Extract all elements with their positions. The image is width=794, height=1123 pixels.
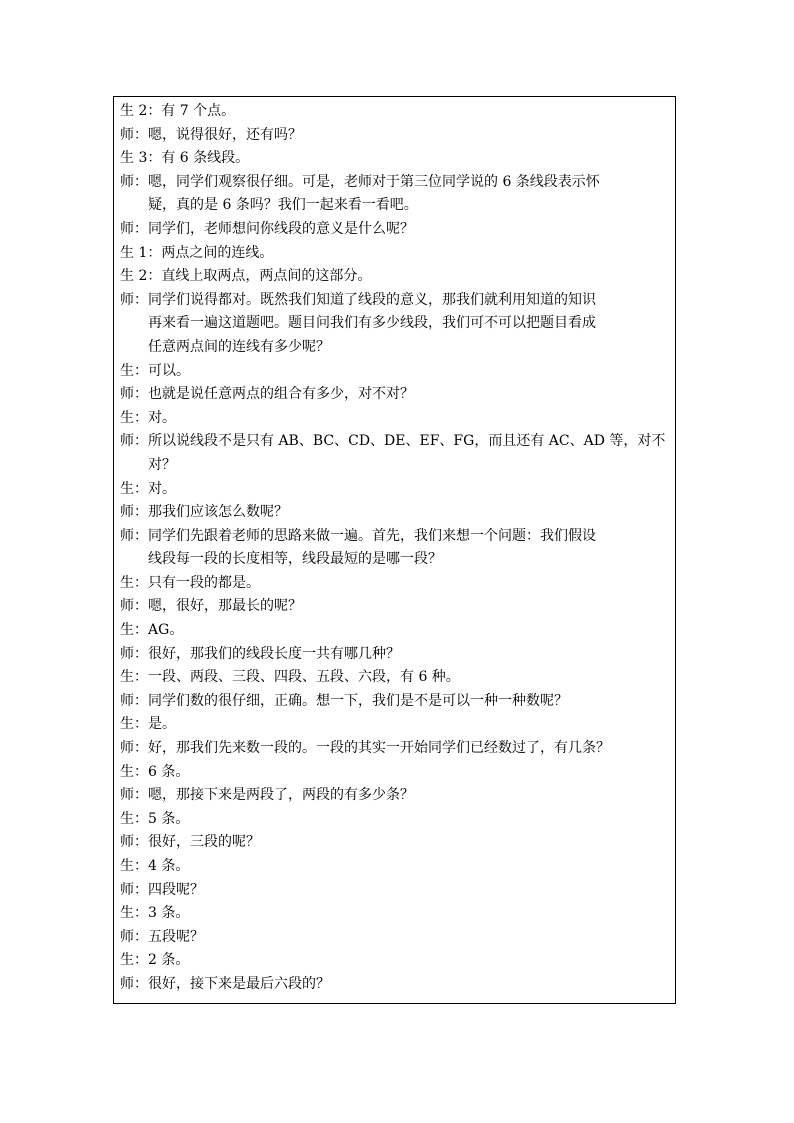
transcript-line: 师：同学们说得都对。既然我们知道了线段的意义，那我们就利用知道的知识 [120, 291, 596, 308]
transcript-line: 师：很好，那我们的线段长度一共有哪几种？ [120, 645, 400, 662]
transcript-line: 师：四段呢？ [120, 881, 204, 898]
transcript-line: 师：同学们，老师想问你线段的意义是什么呢？ [120, 220, 414, 237]
transcript-line: 生：对。 [120, 409, 176, 426]
transcript-line: 生：一段、两段、三段、四段、五段、六段，有 6 种。 [120, 669, 460, 686]
transcript-line: 生：6 条。 [120, 763, 190, 780]
transcript-line: 生：2 条。 [120, 952, 190, 969]
transcript-line: 师：嗯，同学们观察很仔细。可是，老师对于第三位同学说的 6 条线段表示怀 [120, 173, 600, 190]
transcript-line: 生：4 条。 [120, 858, 190, 874]
transcript-line-continuation: 再来看一遍这道题吧。题目问我们有多少线段，我们可不可以把题目看成 [148, 315, 596, 332]
transcript-line: 生：5 条。 [120, 810, 190, 827]
transcript-line: 生 1：两点之间的连线。 [120, 244, 274, 261]
transcript-line: 生：可以。 [120, 362, 190, 379]
transcript-line: 生 3：有 6 条线段。 [120, 150, 250, 167]
transcript-line-continuation: 疑，真的是 6 条吗？我们一起来看一看吧。 [148, 197, 418, 214]
transcript-line: 生：对。 [120, 480, 176, 497]
transcript-line-continuation: 线段每一段的长度相等，线段最短的是哪一段？ [148, 551, 442, 568]
transcript-line: 师：那我们应该怎么数呢？ [120, 504, 288, 521]
transcript-line: 生 2：直线上取两点，两点间的这部分。 [120, 268, 372, 285]
transcript-line: 师：也就是说任意两点的组合有多少，对不对？ [120, 386, 414, 403]
transcript-line: 师：嗯，很好，那最长的呢？ [120, 598, 302, 615]
transcript-line: 生：AG。 [120, 622, 184, 639]
transcript-line: 师：很好，接下来是最后六段的？ [120, 975, 330, 992]
transcript-line-continuation: 对？ [148, 456, 176, 473]
transcript-line: 师：好，那我们先来数一段的。一段的其实一开始同学们已经数过了，有几条？ [120, 740, 610, 757]
transcript-line: 师：同学们先跟着老师的思路来做一遍。首先，我们来想一个问题：我们假设 [120, 527, 596, 544]
transcript-line: 生：是。 [120, 716, 176, 733]
transcript-line: 生：3 条。 [120, 905, 190, 922]
transcript-line: 师：很好，三段的呢？ [120, 834, 260, 851]
transcript-line-continuation: 任意两点间的连线有多少呢？ [148, 338, 330, 355]
transcript-line: 师：嗯，说得很好，还有吗？ [120, 126, 302, 143]
transcript-line: 师：所以说线段不是只有 AB、BC、CD、DE、EF、FG，而且还有 AC、AD 等，对不 [120, 433, 666, 450]
transcript-table-cell [113, 96, 676, 1004]
transcript-line: 生 2：有 7 个点。 [120, 103, 236, 119]
transcript-line: 师：同学们数的很仔细，正确。想一下，我们是不是可以一种一种数呢？ [120, 692, 568, 709]
transcript-line: 生：只有一段的都是。 [120, 574, 260, 591]
transcript-line: 师：五段呢？ [120, 928, 204, 945]
transcript-line: 师：嗯，那接下来是两段了，两段的有多少条？ [120, 787, 414, 804]
